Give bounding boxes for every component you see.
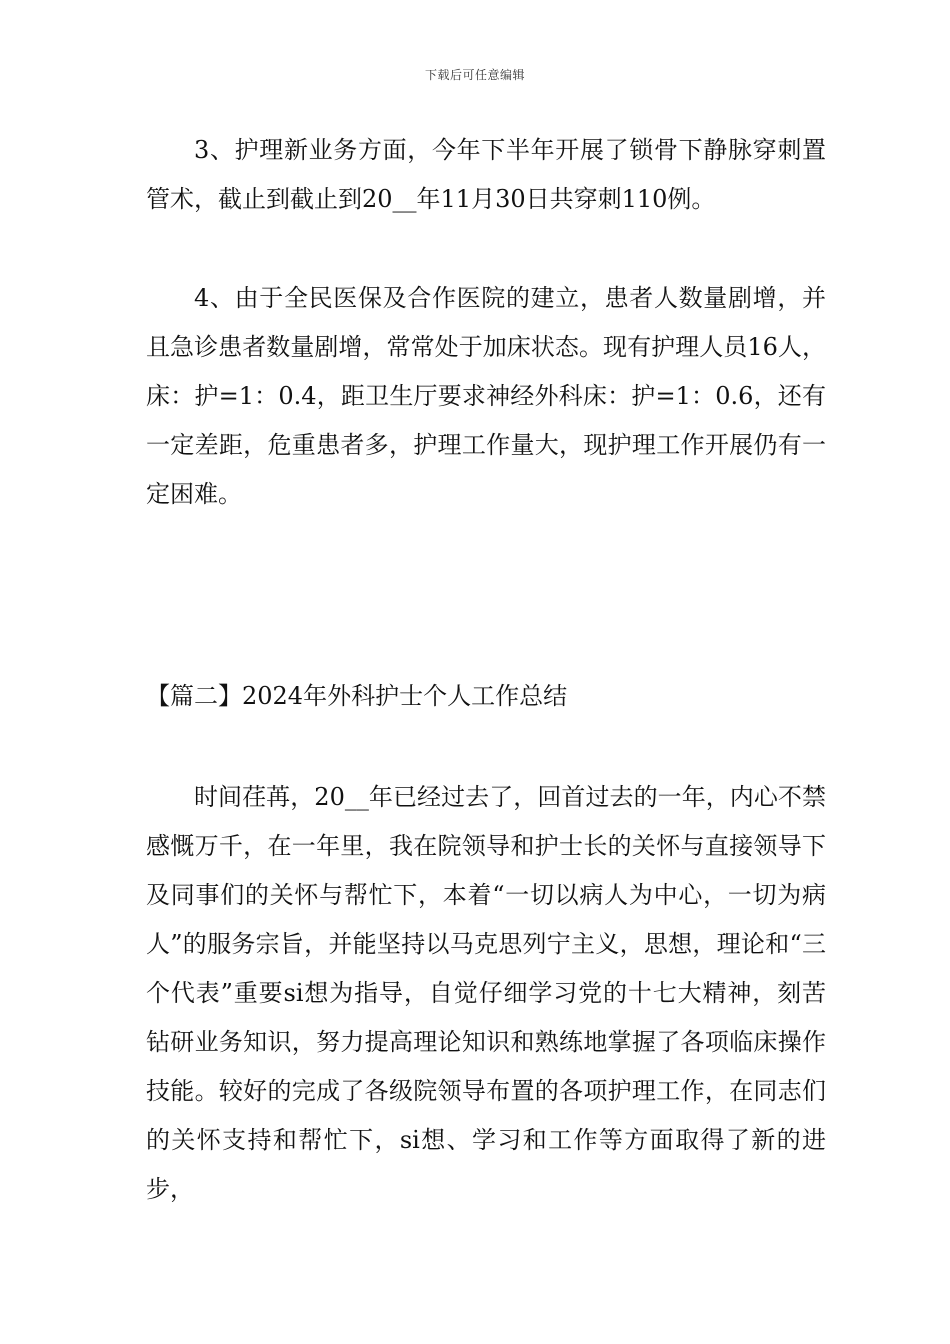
section-title: 【篇二】2024年外科护士个人工作总结 xyxy=(146,682,568,710)
paragraph-year-review: 时间荏苒，20__年已经过去了，回首过去的一年，内心不禁感慨万千，在一年里，我在院领导和护士长的关怀与直接领导下及同事们的关怀与帮忙下，本着“一切以病人为中心，一切为病人”的服务宗旨，并能坚持以马克思列宁主义，思想，理论和“三个代表”重要si想为指导，自觉仔细学习党的十七大精神，刻苦钻研业务知识，努力提高理论知识和熟练地掌握了各项临床操作技能。较好的完成了各级院领导布置的各项护理工作，在同志们的关怀支持和帮忙下，si想、学习和工作等方面取得了新的进步， xyxy=(146,783,826,1203)
paragraph-new-nursing-services: 3、护理新业务方面，今年下半年开展了锁骨下静脉穿刺置管术，截止到截止到20__年11月30日共穿刺110例。 xyxy=(146,136,826,213)
paragraph-staffing-situation: 4、由于全民医保及合作医院的建立，患者人数量剧增，并且急诊患者数量剧增，常常处于加床状态。现有护理人员16人，床：护=1：0.4，距卫生厅要求神经外科床：护=1：0.6，还有一定差距，危重患者多，护理工作量大，现护理工作开展仍有一定困难。 xyxy=(146,284,826,508)
page-header: 下载后可任意编辑 xyxy=(424,68,525,82)
